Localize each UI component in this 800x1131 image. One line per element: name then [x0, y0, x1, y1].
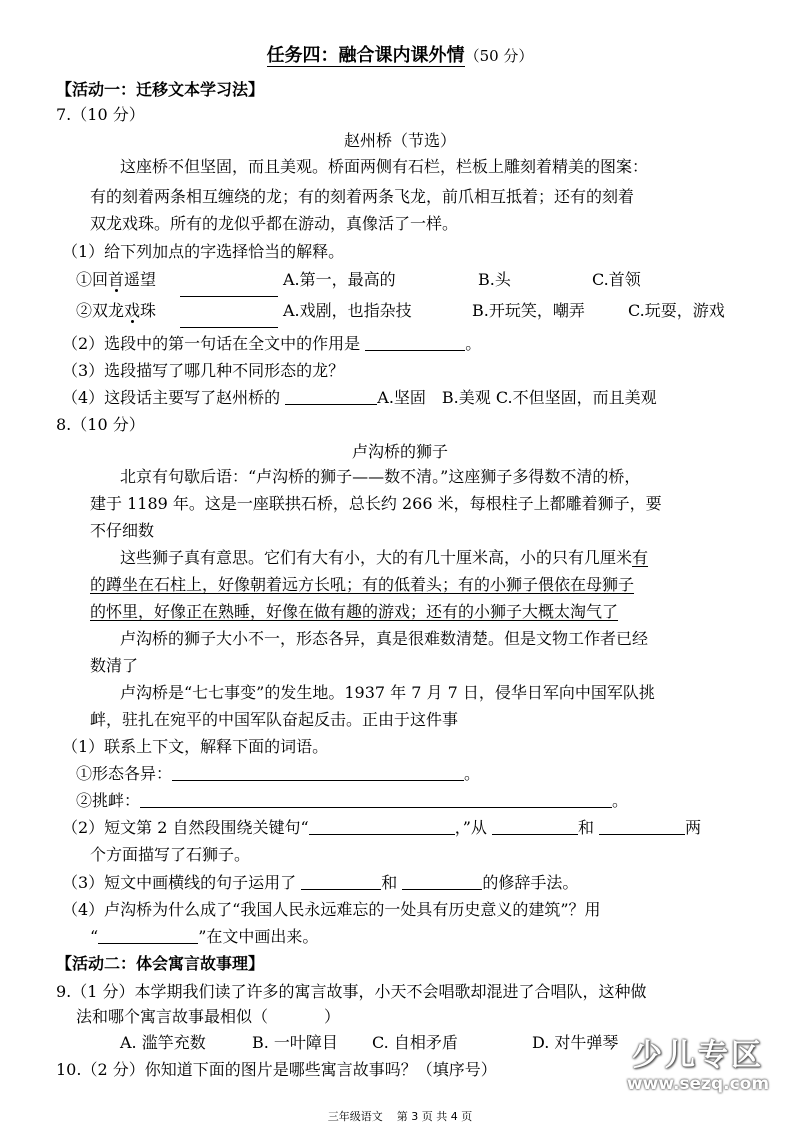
- q7-sub4: [62, 386, 657, 410]
- q8-sub4-text: ”在文中画出来。: [198, 927, 319, 946]
- q7-passage-line: 这座桥不但坚固，而且美观。桥面两侧有石栏，栏板上雕刻着精美的图案：: [120, 157, 649, 176]
- q7-sub4-blank[interactable]: [285, 388, 377, 405]
- q9-option-b: B. 一叶障目: [252, 1033, 338, 1052]
- q8-sub1-b-end: 。: [612, 791, 629, 810]
- q7-item2-answer-blank[interactable]: [180, 311, 278, 328]
- q8-sub3: [62, 871, 578, 895]
- footer-subject: 三年级语文: [327, 1110, 383, 1123]
- q7-item2-dotted-char: 戏: [124, 301, 141, 320]
- q8-sub1: （1）联系上下文，解释下面的词语。: [62, 737, 329, 756]
- q7-item1-dotted-char: 首: [108, 270, 125, 289]
- q8-number: 8.（10 分）: [56, 415, 145, 434]
- q8-p1-line: 北京有句歇后语：“卢沟桥的狮子——数不清。”这座狮子多得数不清的桥，: [120, 467, 641, 486]
- activity1-header: 【活动一：迁移文本学习法】: [56, 80, 265, 99]
- q7-passage-title: 赵州桥（节选）: [343, 131, 456, 150]
- page-footer: [0, 1108, 800, 1124]
- q10-line: 10.（2 分）你知道下面的图片是哪些寓言故事吗？（填序号）: [56, 1060, 497, 1079]
- q7-sub2-blank[interactable]: [365, 334, 465, 351]
- q8-sub1-a-blank[interactable]: [172, 764, 464, 781]
- q7-item2-label-post: 珠: [140, 301, 157, 320]
- task-title: 任务四：融合课内课外情: [266, 45, 465, 66]
- q8-sub2-text: （2）短文第 2 自然段围绕关键句“: [62, 818, 309, 837]
- q8-sub1-a: [76, 762, 480, 786]
- q7-sub4-options: A.坚固 B.美观 C.不但坚固，而且美观: [377, 388, 657, 407]
- q7-passage-line: 有的刻着两条相互缠绕的龙；有的刻着两条飞龙，前爪相互抵着；还有的刻着: [90, 187, 635, 206]
- q8-sub4-line2: [90, 925, 318, 949]
- q8-sub4-quote-open: “: [90, 927, 99, 946]
- q8-sub3-blank2[interactable]: [402, 873, 482, 890]
- q8-sub2-blank-aspect1[interactable]: [492, 818, 578, 835]
- q8-sub2-tail: 两: [685, 818, 702, 837]
- q7-item1-label-post: 遥望: [124, 270, 157, 289]
- q7-item1-opt-a: A.第一，最高的: [283, 270, 396, 289]
- q8-sub4: （4）卢沟桥为什么成了“我国人民永远难忘的一处具有历史意义的建筑”？用: [62, 900, 601, 919]
- q9-option-d: D. 对牛弹琴: [532, 1033, 619, 1052]
- q7-sub2: [62, 332, 481, 356]
- q7-sub2-end: 。: [465, 334, 482, 353]
- q7-item2: [76, 299, 156, 323]
- q8-p2-text: 这些狮子真有意思。它们有大有小，大的有几十厘米高，小的只有几厘米: [120, 548, 633, 567]
- q7-passage-line: 双龙戏珠。所有的龙似乎都在游动，真像活了一样。: [90, 214, 459, 233]
- q9-question-end: ）: [324, 1007, 341, 1026]
- footer-page-number: 第 3 页 共 4 页: [396, 1110, 473, 1123]
- q8-sub3-end: 的修辞手法。: [482, 873, 579, 892]
- activity2-header: 【活动二：体会寓言故事理】: [56, 954, 265, 973]
- task-points: （50 分）: [464, 47, 534, 65]
- watermark-logo: 少儿专区: [632, 1038, 764, 1073]
- q7-sub1: （1）给下列加点的字选择恰当的解释。: [62, 242, 345, 261]
- q8-sub2-blank-key-sentence[interactable]: [309, 818, 455, 835]
- q8-sub1-a-end: 。: [464, 764, 481, 783]
- q8-p3-line: 卢沟桥的狮子大小不一，形态各异，真是很难数清楚。但是文物工作者已经: [120, 629, 649, 648]
- q8-underlined-sentence: 的怀里，好像正在熟睡，好像在做有趣的游戏；还有的小狮子大概太淘气了: [90, 602, 619, 621]
- q8-p2-line1: [120, 546, 648, 570]
- q8-sub3-text: （3）短文中画横线的句子运用了: [62, 873, 297, 892]
- q7-item1-answer-blank[interactable]: [180, 280, 278, 297]
- q7-sub3: （3）选段描写了哪几种不同形态的龙？: [62, 361, 345, 380]
- q8-p3-line: 数清了: [90, 656, 139, 675]
- q8-sub1-b-label: ②挑衅：: [76, 791, 141, 810]
- q8-sub4-line-mark-sample: [98, 927, 198, 944]
- watermark-url: www.sezq.com: [626, 1074, 770, 1094]
- q8-sub1-b-blank[interactable]: [140, 791, 612, 808]
- q9-line1: 9.（1 分）本学期我们读了许多的寓言故事，小天不会唱歌却混进了合唱队，这种做: [56, 982, 647, 1001]
- q7-item2-opt-b: B.开玩笑，嘲弄: [472, 301, 585, 320]
- site-watermark: [598, 1030, 798, 1094]
- q7-item1-opt-c: C.首领: [592, 270, 641, 289]
- q8-underlined-sentence: 的蹲坐在石柱上，好像朝着远方长吼；有的低着头；有的小狮子偎依在母狮子: [90, 575, 635, 594]
- q8-sub3-and: 和: [381, 873, 398, 892]
- q8-sub1-b: [76, 789, 628, 813]
- q9-question-text: 法和哪个寓言故事最相似（: [76, 1007, 269, 1026]
- q8-sub1-a-label: ①形态各异：: [76, 764, 173, 783]
- q8-underlined-sentence-start: 有: [632, 548, 649, 567]
- q8-sub2: [62, 816, 701, 840]
- q9-option-a: A. 滥竽充数: [120, 1033, 206, 1052]
- q7-item2-label: ②双龙: [76, 301, 125, 320]
- q8-sub2-from: ，”从: [454, 818, 487, 837]
- q9-line2: [76, 1005, 340, 1029]
- q8-sub2-blank-aspect2[interactable]: [599, 818, 685, 835]
- q7-item1-opt-b: B.头: [478, 270, 511, 289]
- task-title-row: [0, 44, 800, 68]
- q9-option-c: C. 自相矛盾: [372, 1033, 458, 1052]
- q8-p4-line: 衅，驻扎在宛平的中国军队奋起反击。正由于这件事: [90, 710, 459, 729]
- q8-passage-title: 卢沟桥的狮子: [351, 442, 448, 461]
- q8-sub2-and: 和: [578, 818, 595, 837]
- q7-number: 7.（10 分）: [56, 105, 145, 124]
- q7-item2-opt-a: A.戏剧，也指杂技: [283, 301, 412, 320]
- q8-p1-line: 建于 1189 年。这是一座联拱石桥，总长约 266 米，每根柱子上都雕着狮子，要: [90, 494, 662, 513]
- q7-sub2-text: （2）选段中的第一句话在全文中的作用是: [62, 334, 361, 353]
- q8-p4-line: 卢沟桥是“七七事变”的发生地。1937 年 7 月 7 日，侵华日军向中国军队挑: [120, 683, 655, 702]
- q8-sub3-blank1[interactable]: [301, 873, 381, 890]
- q7-item2-opt-c: C.玩耍，游戏: [628, 301, 725, 320]
- q7-sub4-text: （4）这段话主要写了赵州桥的: [62, 388, 281, 407]
- q8-sub2-line2: 个方面描写了石狮子。: [90, 845, 251, 864]
- q7-item1-label: ①回: [76, 270, 109, 289]
- q7-item1: [76, 268, 156, 292]
- q8-p1-line: 不仔细数: [90, 521, 155, 540]
